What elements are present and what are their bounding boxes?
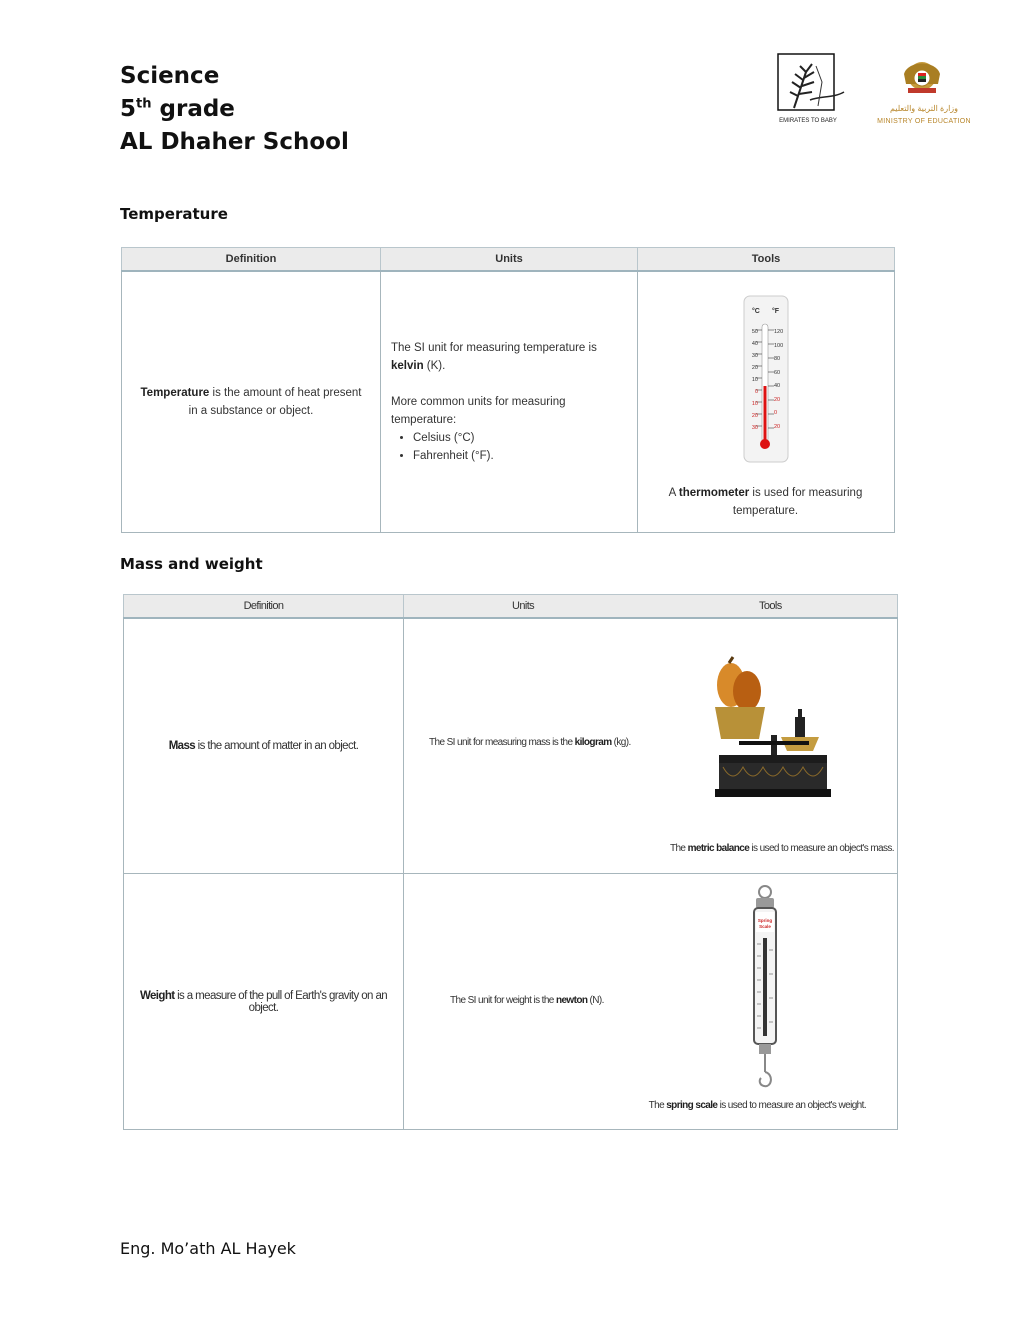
temperature-definition-cell bbox=[122, 271, 381, 533]
units-symbol: (kg). bbox=[611, 737, 631, 748]
caption-term: metric balance bbox=[687, 843, 750, 854]
metric-balance-icon bbox=[709, 655, 834, 805]
subject-title: Science bbox=[120, 63, 220, 89]
tool-wrap bbox=[638, 272, 894, 532]
units-term: newton bbox=[555, 995, 588, 1006]
spring-scale-caption bbox=[644, 1100, 866, 1111]
column-header-units: Units bbox=[512, 600, 535, 612]
thermometer-fahrenheit-scale bbox=[774, 326, 783, 434]
table-row bbox=[124, 874, 898, 1130]
celsius-tick: 40 bbox=[751, 341, 758, 347]
mass-units-text bbox=[429, 737, 631, 748]
fahrenheit-tick: 20 bbox=[774, 423, 781, 430]
definition-term: Temperature bbox=[140, 387, 210, 399]
caption-text: is used to measure an object's weight. bbox=[717, 1100, 866, 1111]
document-title-block bbox=[120, 60, 349, 159]
weight-units-text bbox=[450, 995, 604, 1006]
tool-wrap bbox=[404, 619, 897, 873]
column-header-definition: Definition bbox=[122, 248, 381, 272]
column-header-tools: Tools bbox=[638, 248, 895, 272]
fahrenheit-tick: 20 bbox=[774, 396, 781, 403]
column-header-units: Units bbox=[381, 248, 638, 272]
celsius-tick: 30 bbox=[751, 425, 758, 431]
fahrenheit-tick: 120 bbox=[774, 329, 784, 335]
units-text: The SI unit for measuring mass is the bbox=[429, 737, 575, 748]
celsius-tick: 20 bbox=[751, 413, 758, 419]
units-text: The SI unit for weight is the bbox=[450, 995, 556, 1006]
celsius-tick: 10 bbox=[751, 401, 758, 407]
definition-term: Mass bbox=[168, 740, 196, 752]
fahrenheit-tick: 100 bbox=[774, 342, 784, 349]
units-si-term: kelvin bbox=[391, 360, 424, 372]
column-header-units-tools bbox=[404, 595, 898, 619]
thermometer-caption bbox=[658, 484, 873, 520]
definition-text: is the amount of heat present in a substance or object. bbox=[188, 387, 362, 417]
caption-text: is used for measuring temperature. bbox=[732, 487, 863, 517]
thermometer-celsius-scale bbox=[746, 326, 758, 434]
weight-units-tools-cell bbox=[404, 874, 898, 1130]
fahrenheit-tick: 0 bbox=[774, 410, 778, 416]
balance-caption bbox=[644, 843, 894, 854]
units-term: kilogram bbox=[574, 737, 612, 748]
grade-number: 5 bbox=[120, 96, 137, 122]
caption-term: thermometer bbox=[678, 487, 750, 499]
table-header-row bbox=[124, 595, 898, 619]
table-row bbox=[124, 618, 898, 874]
mass-units-tools-cell bbox=[404, 618, 898, 874]
grade-suffix: th bbox=[136, 96, 152, 112]
spring-scale-icon bbox=[750, 884, 780, 1090]
temperature-units-cell bbox=[381, 271, 638, 533]
units-si-symbol: (K). bbox=[423, 360, 446, 372]
tool-wrap bbox=[404, 874, 897, 1129]
column-header-tools: Tools bbox=[759, 600, 782, 612]
temperature-table bbox=[121, 247, 895, 533]
units-list bbox=[391, 429, 627, 465]
caption-text: A bbox=[668, 487, 679, 499]
caption-term: spring scale bbox=[666, 1100, 718, 1111]
celsius-tick: 30 bbox=[751, 353, 758, 359]
units-si-text: The SI unit for measuring temperature is bbox=[391, 342, 597, 354]
mass-definition-cell bbox=[124, 618, 404, 874]
fahrenheit-tick: 40 bbox=[774, 383, 781, 389]
celsius-tick: 50 bbox=[751, 329, 758, 335]
left-logo-caption: EMIRATES TO BABY bbox=[779, 118, 837, 124]
units-si-paragraph bbox=[391, 339, 627, 375]
mass-weight-table bbox=[123, 594, 898, 1130]
list-item: • Celsius (°C) bbox=[413, 429, 627, 447]
ministry-arabic-text: وزارة التربية والتعليم bbox=[889, 104, 959, 113]
temperature-heading: Temperature bbox=[120, 205, 228, 223]
definition-term: Weight bbox=[139, 989, 175, 1002]
school-title: AL Dhaher School bbox=[120, 129, 349, 155]
celsius-tick: 10 bbox=[751, 377, 758, 383]
caption-text: The bbox=[669, 843, 688, 854]
fahrenheit-tick: 80 bbox=[774, 356, 781, 362]
thermometer-fahrenheit-label: °F bbox=[772, 308, 780, 315]
celsius-tick: 0 bbox=[754, 389, 758, 395]
units-symbol: (N). bbox=[587, 995, 604, 1006]
list-item: • Fahrenheit (°F). bbox=[413, 447, 627, 465]
header-logos bbox=[776, 52, 981, 132]
definition-text: is the amount of matter in an object. bbox=[195, 740, 359, 752]
footer-author: Eng. Mo’ath AL Hayek bbox=[120, 1239, 296, 1258]
caption-text: The bbox=[648, 1100, 667, 1111]
temperature-tools-cell bbox=[638, 271, 895, 533]
column-header-definition: Definition bbox=[124, 595, 404, 619]
table-header-row bbox=[122, 248, 895, 272]
table-row bbox=[122, 271, 895, 533]
grade-word: grade bbox=[159, 96, 235, 122]
definition-text: is a measure of the pull of Earth's gravity on an object. bbox=[174, 989, 388, 1014]
caption-text: is used to measure an object's mass. bbox=[749, 843, 894, 854]
fahrenheit-tick: 60 bbox=[774, 369, 781, 376]
grade-title bbox=[120, 93, 349, 126]
thermometer-celsius-label: °C bbox=[752, 308, 760, 315]
mass-weight-heading: Mass and weight bbox=[120, 555, 263, 573]
celsius-tick: 20 bbox=[751, 365, 758, 371]
ministry-english-text: MINISTRY OF EDUCATION bbox=[877, 118, 971, 125]
weight-definition-cell bbox=[124, 874, 404, 1130]
spring-scale-label: Spring Scale bbox=[757, 918, 773, 929]
units-common-paragraph: More common units for measuring temperature: bbox=[391, 396, 566, 426]
